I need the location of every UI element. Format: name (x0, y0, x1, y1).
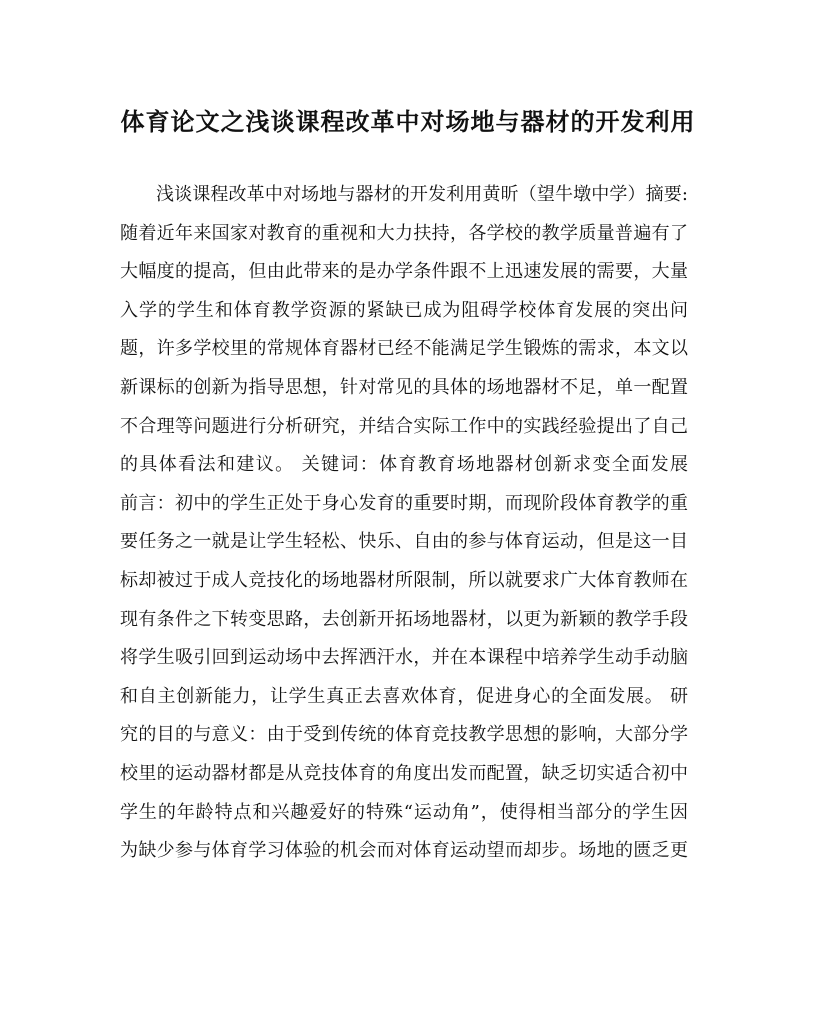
body-line: 浅谈课程改革中对场地与器材的开发利用黄昕（望牛墩中学）摘要: (156, 184, 688, 205)
body-line: 标却被过于成人竞技化的场地器材所限制，所以就要求广大体育教师在 (120, 569, 688, 591)
body-line: 大幅度的提高，但由此带来的是办学条件跟不上迅速发展的需要，大量 (120, 261, 688, 283)
body-line: 入学的学生和体育教学资源的紧缺已成为阻碍学校体育发展的突出问 (120, 299, 688, 321)
body-line: 究的目的与意义：由于受到传统的体育竞技教学思想的影响，大部分学 (120, 724, 688, 746)
body-line: 要任务之一就是让学生轻松、快乐、自由的参与体育运动，但是这一目 (120, 531, 688, 553)
body-line: 和自主创新能力，让学生真正去喜欢体育，促进身心的全面发展。 研 (120, 685, 688, 707)
document-body (120, 176, 688, 871)
document-title: 体育论文之浅谈课程改革中对场地与器材的开发利用 (120, 107, 696, 136)
body-line: 将学生吸引回到运动场中去挥洒汗水，并在本课程中培养学生动手动脑 (120, 647, 688, 669)
body-line: 不合理等问题进行分析研究，并结合实际工作中的实践经验提出了自己 (120, 415, 688, 437)
body-line: 为缺少参与体育学习体验的机会而对体育运动望而却步。场地的匮乏更 (120, 840, 688, 862)
body-line: 前言：初中的学生正处于身心发育的重要时期，而现阶段体育教学的重 (120, 492, 688, 514)
body-line: 校里的运动器材都是从竞技体育的角度出发而配置，缺乏切实适合初中 (120, 762, 688, 784)
body-line: 现有条件之下转变思路，去创新开拓场地器材，以更为新颖的教学手段 (120, 608, 688, 630)
body-line: 的具体看法和建议。 关键词：体育教育场地器材创新求变全面发展 (120, 454, 688, 476)
body-line: 随着近年来国家对教育的重视和大力扶持，各学校的教学质量普遍有了 (120, 222, 688, 244)
body-line: 新课标的创新为指导思想，针对常见的具体的场地器材不足，单一配置 (120, 376, 688, 398)
body-line: 题，许多学校里的常规体育器材已经不能满足学生锻炼的需求，本文以 (120, 338, 688, 360)
body-line: 学生的年龄特点和兴趣爱好的特殊“运动角”，使得相当部分的学生因 (120, 801, 688, 823)
